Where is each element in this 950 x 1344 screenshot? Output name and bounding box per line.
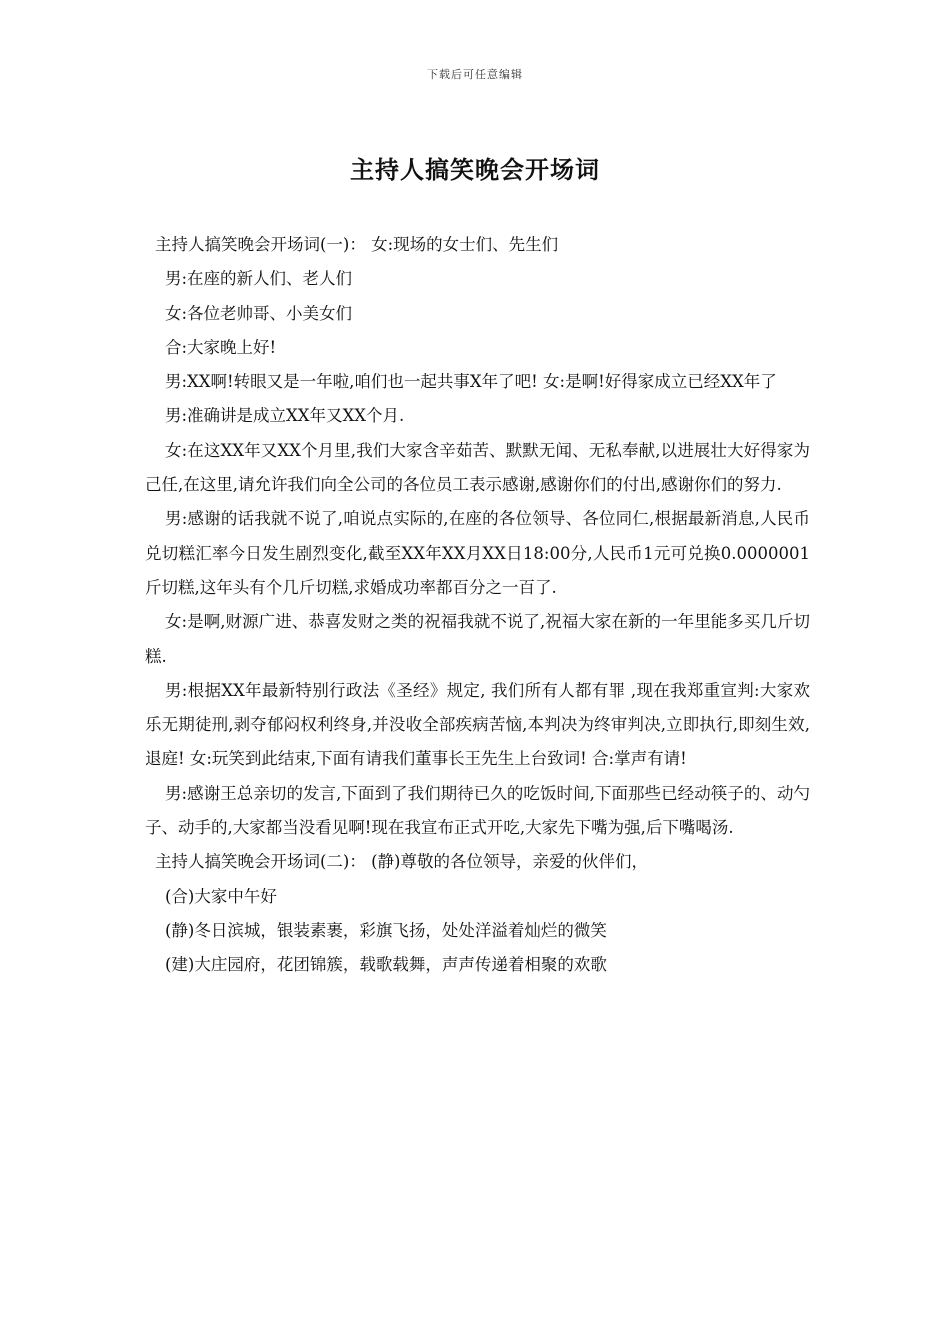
paragraph: 女:是啊,财源广进、恭喜发财之类的祝福我就不说了,祝福大家在新的一年里能多买几斤切糕. (145, 612, 810, 666)
paragraph: (合)大家中午好 (165, 886, 277, 906)
paragraph: 男:准确讲是成立XX年又XX个月. (165, 406, 405, 426)
paragraph: 主持人搞笑晚会开场词(二)： (静)尊敬的各位领导，亲爱的伙伴们， (155, 852, 648, 872)
paragraph: 合:大家晚上好! (165, 337, 277, 357)
paragraph: 男:根据XX年最新特别行政法《圣经》规定, 我们所有人都有罪 ,现在我郑重宣判:大家欢乐无期徒刑,剥夺郁闷权利终身,并没收全部疾病苦恼,本判决为终审判决,立即执行,即刻生效,退庭! 女:玩笑到此结束,下面有请我们董事长王先生上台致词! 合:掌声有请! (145, 680, 810, 769)
paragraph: 女:各位老帅哥、小美女们 (165, 303, 353, 323)
paragraph: 男:感谢的话我就不说了,咱说点实际的,在座的各位领导、各位同仁,根据最新消息,人民币兑切糕汇率今日发生剧烈变化,截至XX年XX月XX日18:00分,人民币1元可兑换0.0000001斤切糕,这年头有个几斤切糕,求婚成功率都百分之一百了. (145, 509, 810, 597)
paragraph: 女:在这XX年又XX个月里,我们大家含辛茹苦、默默无闻、无私奉献,以进展壮大好得家为己任,在这里,请允许我们向全公司的各位员工表示感谢,感谢你们的付出,感谢你们的努力. (145, 440, 810, 495)
header-note: 下载后可任意编辑 (427, 68, 523, 81)
paragraph: (静)冬日滨城，银装素裹，彩旗飞扬，处处洋溢着灿烂的微笑 (165, 920, 607, 940)
paragraph: 男:在座的新人们、老人们 (165, 269, 353, 289)
paragraph: 主持人搞笑晚会开场词(一)： 女:现场的女士们、先生们 (155, 235, 559, 254)
document-body (145, 228, 810, 983)
paragraph: 男:感谢王总亲切的发言,下面到了我们期待已久的吃饭时间,下面那些已经动筷子的、动勺子、动手的,大家都当没看见啊!现在我宣布正式开吃,大家先下嘴为强,后下嘴喝汤. (145, 783, 810, 838)
document-title: 主持人搞笑晚会开场词 (350, 155, 600, 184)
paragraph: 男:XX啊!转眼又是一年啦,咱们也一起共事X年了吧! 女:是啊!好得家成立已经XX年了 (165, 372, 777, 392)
paragraph: (建)大庄园府，花团锦簇，载歌载舞，声声传递着相聚的欢歌 (165, 955, 607, 975)
